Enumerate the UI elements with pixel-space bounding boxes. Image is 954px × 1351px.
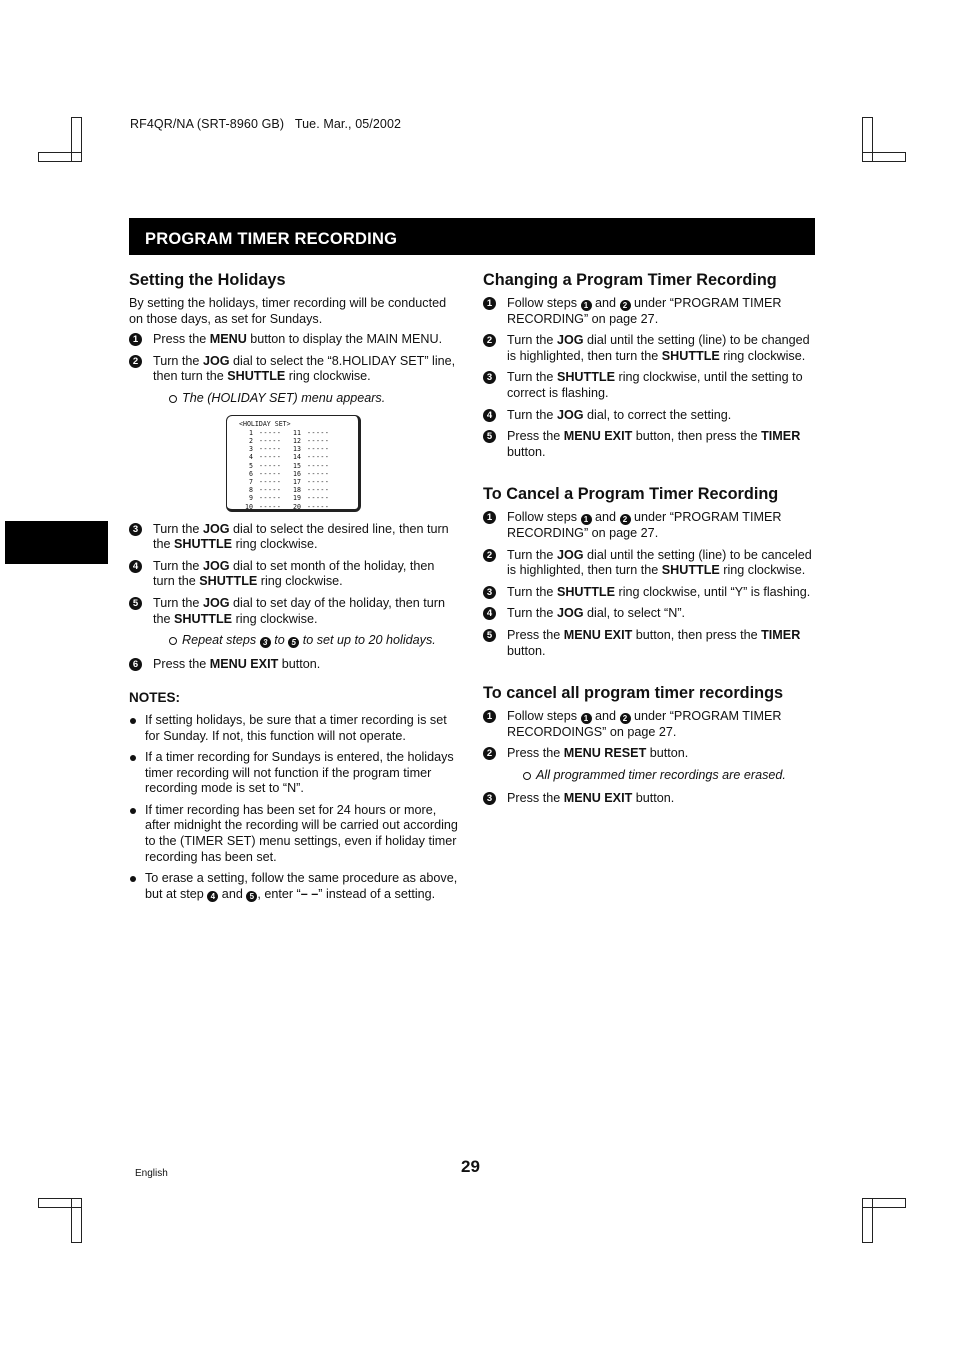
step-number-1: 1 bbox=[483, 511, 496, 524]
step-number-5: 5 bbox=[483, 430, 496, 443]
holiday-step-2-note: The (HOLIDAY SET) menu appears. bbox=[129, 391, 459, 407]
note-item: If setting holidays, be sure that a timer recording is set for Sunday. If not, this function will not operate. bbox=[129, 713, 459, 744]
notes-heading: NOTES: bbox=[129, 690, 181, 706]
holiday-set-osd bbox=[226, 415, 361, 512]
step-number-4: 4 bbox=[483, 409, 496, 422]
osd-rows bbox=[239, 429, 358, 511]
osd-row-left-number: 3 bbox=[249, 445, 253, 454]
step-number-2: 2 bbox=[483, 334, 496, 347]
change-step-2: 2 Turn the JOG dial until the setting (line) to be changed is highlighted, then turn the SHUTTLE ring clockwise. bbox=[483, 333, 813, 364]
osd-row-left-value: ----- bbox=[259, 453, 282, 462]
crop-mark bbox=[71, 1198, 82, 1243]
left-column bbox=[129, 270, 459, 908]
osd-row-right-number: 14 bbox=[293, 453, 301, 462]
osd-row bbox=[239, 437, 358, 445]
cancel-all-step-1: 1 Follow steps 1 and 2 under “PROGRAM TIMER RECORDOINGS” on page 27. bbox=[483, 709, 813, 740]
step-number-2: 2 bbox=[129, 355, 142, 368]
holiday-step-5-note: Repeat steps 3 to 5 to set up to 20 holidays. bbox=[129, 633, 459, 649]
step-number-3: 3 bbox=[483, 371, 496, 384]
osd-row bbox=[239, 462, 358, 470]
section-banner bbox=[129, 218, 815, 255]
holiday-step-5: 5 Turn the JOG dial to set day of the holiday, then turn the SHUTTLE ring clockwise. bbox=[129, 596, 459, 627]
change-step-4: 4 Turn the JOG dial, to correct the setting. bbox=[483, 408, 813, 424]
heading-cancel-all: To cancel all program timer recordings bbox=[483, 684, 784, 703]
osd-row-right-value: ----- bbox=[307, 436, 330, 445]
osd-row-right-number: 20 bbox=[293, 502, 301, 511]
osd-row-left-number: 5 bbox=[249, 461, 253, 470]
document-date: Tue. Mar., 05/2002 bbox=[294, 117, 402, 131]
osd-row-right-value: ----- bbox=[307, 469, 330, 478]
step-number-3: 3 bbox=[483, 586, 496, 599]
change-step-3: 3 Turn the SHUTTLE ring clockwise, until the setting to correct is flashing. bbox=[483, 370, 813, 401]
osd-row bbox=[239, 503, 358, 511]
osd-row-right-value: ----- bbox=[307, 453, 330, 462]
osd-row-left-value: ----- bbox=[259, 477, 282, 486]
document-header bbox=[130, 117, 401, 133]
section-title: PROGRAM TIMER RECORDING bbox=[145, 230, 398, 248]
osd-row-right-value: ----- bbox=[307, 502, 330, 511]
heading-cancel: To Cancel a Program Timer Recording bbox=[483, 485, 779, 504]
cancel-step-4: 4 Turn the JOG dial, to select “N”. bbox=[483, 606, 813, 622]
step-number-2: 2 bbox=[483, 747, 496, 760]
osd-row-left-value: ----- bbox=[259, 502, 282, 511]
chapter-tab bbox=[5, 521, 108, 564]
osd-row bbox=[239, 470, 358, 478]
osd-row-right-value: ----- bbox=[307, 461, 330, 470]
crop-mark bbox=[862, 117, 873, 162]
change-step-5: 5 Press the MENU EXIT button, then press the TIMER button. bbox=[483, 429, 813, 460]
step-number-3: 3 bbox=[129, 523, 142, 536]
page-number: 29 bbox=[461, 1157, 480, 1176]
osd-row-right-number: 19 bbox=[293, 494, 301, 503]
holiday-step-6: 6 Press the MENU EXIT button. bbox=[129, 657, 459, 673]
osd-row-left-value: ----- bbox=[259, 428, 282, 437]
step-number-4: 4 bbox=[483, 607, 496, 620]
osd-row bbox=[239, 478, 358, 486]
heading-changing: Changing a Program Timer Recording bbox=[483, 271, 777, 289]
note-item: If a timer recording for Sundays is entered, the holidays timer recording will not function if the program timer recording mode is set to “N”. bbox=[129, 750, 459, 797]
heading-setting-holidays: Setting the Holidays bbox=[129, 271, 286, 289]
step-number-6: 6 bbox=[129, 658, 142, 671]
osd-row-left-number: 10 bbox=[245, 502, 253, 511]
crop-mark bbox=[71, 117, 82, 162]
osd-row-left-value: ----- bbox=[259, 461, 282, 470]
osd-row-left-value: ----- bbox=[259, 445, 282, 454]
step-number-5: 5 bbox=[129, 597, 142, 610]
change-step-1: 1 Follow steps 1 and 2 under “PROGRAM TIMER RECORDING” on page 27. bbox=[483, 296, 813, 327]
cancel-all-step-3: 3 Press the MENU EXIT button. bbox=[483, 791, 813, 807]
osd-row-right-number: 13 bbox=[293, 445, 301, 454]
osd-row-right-number: 15 bbox=[293, 461, 301, 470]
step-number-3: 3 bbox=[483, 792, 496, 805]
osd-row-right-value: ----- bbox=[307, 445, 330, 454]
step-number-1: 1 bbox=[129, 333, 142, 346]
osd-row-left-number: 4 bbox=[249, 453, 253, 462]
cancel-all-step-2-note: All programmed timer recordings are erased. bbox=[483, 768, 813, 784]
step-number-4: 4 bbox=[129, 560, 142, 573]
osd-row-right-number: 16 bbox=[293, 469, 301, 478]
holiday-step-1: 1 Press the MENU button to display the MAIN MENU. bbox=[129, 332, 459, 348]
osd-row-right-value: ----- bbox=[307, 486, 330, 495]
osd-row bbox=[239, 486, 358, 494]
holiday-step-2: 2 Turn the JOG dial to select the “8.HOLIDAY SET” line, then turn the SHUTTLE ring clockwise. bbox=[129, 354, 459, 385]
osd-row-left-number: 8 bbox=[249, 486, 253, 495]
crop-mark bbox=[862, 1198, 873, 1243]
osd-row-left-value: ----- bbox=[259, 436, 282, 445]
cancel-all-step-2: 2 Press the MENU RESET button. bbox=[483, 746, 813, 762]
cancel-step-5: 5 Press the MENU EXIT button, then press the TIMER button. bbox=[483, 628, 813, 659]
osd-row-left-number: 1 bbox=[249, 428, 253, 437]
osd-row-left-value: ----- bbox=[259, 469, 282, 478]
osd-row-left-number: 6 bbox=[249, 469, 253, 478]
right-column bbox=[483, 270, 813, 813]
cancel-step-1: 1 Follow steps 1 and 2 under “PROGRAM TIMER RECORDING” on page 27. bbox=[483, 510, 813, 541]
holidays-intro: By setting the holidays, timer recording will be conducted on those days, as set for Sundays. bbox=[129, 296, 447, 326]
osd-row-left-value: ----- bbox=[259, 486, 282, 495]
osd-row-left-number: 2 bbox=[249, 436, 253, 445]
osd-row bbox=[239, 429, 358, 437]
note-item: To erase a setting, follow the same procedure as above, but at step 4 and 5 , enter “– –” instead of a setting. bbox=[129, 871, 459, 902]
osd-row-right-value: ----- bbox=[307, 477, 330, 486]
osd-title: <HOLIDAY SET> bbox=[239, 419, 291, 428]
document-id: RF4QR/NA (SRT-8960 GB) bbox=[130, 117, 285, 131]
osd-row-right-number: 18 bbox=[293, 486, 301, 495]
osd-row-left-number: 9 bbox=[249, 494, 253, 503]
osd-row-right-value: ----- bbox=[307, 494, 330, 503]
footer-language: English bbox=[135, 1168, 168, 1179]
osd-row-right-number: 12 bbox=[293, 436, 301, 445]
osd-row bbox=[239, 445, 358, 453]
osd-row-left-value: ----- bbox=[259, 494, 282, 503]
step-number-2: 2 bbox=[483, 549, 496, 562]
osd-row-left-number: 7 bbox=[249, 477, 253, 486]
step-number-5: 5 bbox=[483, 629, 496, 642]
osd-row bbox=[239, 494, 358, 502]
osd-row bbox=[239, 453, 358, 461]
cancel-step-2: 2 Turn the JOG dial until the setting (line) to be canceled is highlighted, then turn the SHUTTLE ring clockwise. bbox=[483, 548, 813, 579]
step-number-1: 1 bbox=[483, 710, 496, 723]
cancel-step-3: 3 Turn the SHUTTLE ring clockwise, until “Y” is flashing. bbox=[483, 585, 813, 601]
holiday-step-3: 3 Turn the JOG dial to select the desired line, then turn the SHUTTLE ring clockwise. bbox=[129, 522, 459, 553]
note-item: If timer recording has been set for 24 hours or more, after midnight the recording will be carried out according to the (TIMER SET) menu settings, even if holiday timer recording has been set. bbox=[129, 803, 459, 865]
step-number-1: 1 bbox=[483, 297, 496, 310]
osd-row-right-number: 17 bbox=[293, 477, 301, 486]
holiday-step-4: 4 Turn the JOG dial to set month of the holiday, then turn the SHUTTLE ring clockwise. bbox=[129, 559, 459, 590]
osd-row-right-number: 11 bbox=[293, 428, 301, 437]
osd-row-right-value: ----- bbox=[307, 428, 330, 437]
